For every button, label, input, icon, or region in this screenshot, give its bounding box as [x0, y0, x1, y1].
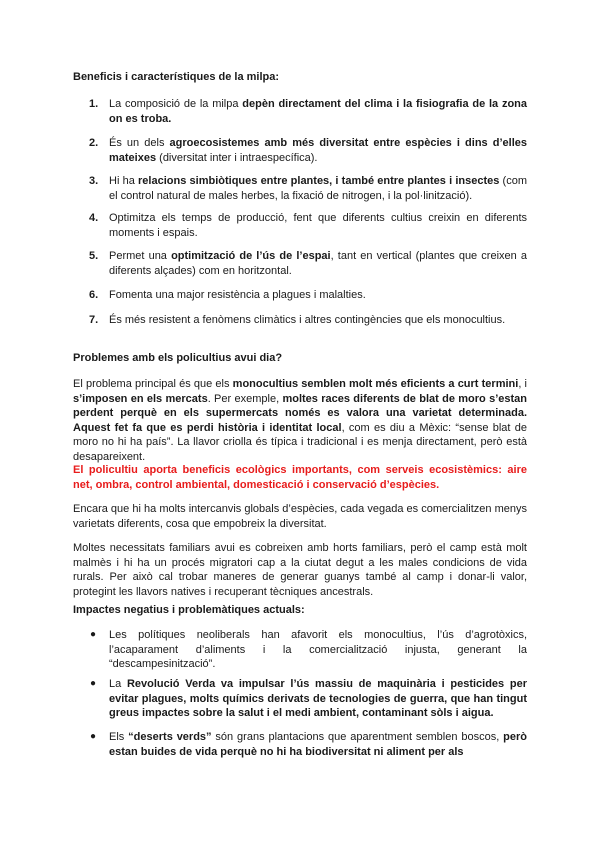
paragraph-highlight-red: El policultiu aporta beneficis ecològics importants, com serveis ecosistèmics: aire net, ombra, control ambiental, domesticació i conservació d’espècies.	[73, 464, 527, 491]
list-item-1	[109, 97, 527, 126]
text-run: Els	[109, 731, 129, 743]
bullet: ●	[90, 678, 97, 689]
bold-text-run: “deserts verds”	[128, 731, 212, 743]
bold-text-run: relacions simbiòtiques entre plantes, i també entre plantes i insectes	[138, 175, 500, 187]
text-run: La	[109, 678, 127, 690]
bullet-item-3	[109, 730, 527, 759]
text-run: són grans plantacions que aparentment semblen boscos,	[211, 731, 504, 743]
list-number: 3.	[89, 175, 99, 187]
section-heading-milpa: Beneficis i característiques de la milpa:	[73, 71, 280, 83]
text-run: , tant en vertical (plantes que creixen a diferents alçades) com en horitzontal.	[109, 250, 527, 277]
text-run: Les polítiques neoliberals han afavorit els monocultius, l’ús d’agrotòxics, l’acaparament d’aliments i la comercialització injusta, generant la “descampesinització”.	[109, 629, 527, 670]
bold-text-run: s’imposen en els mercats	[73, 392, 208, 405]
list-item-3	[109, 174, 527, 203]
text-run: , com es diu a Mèxic: “sense blat de moro no hi ha país”. La llavor criolla és típica i tradicional i es menja directament, però està desapareixent.	[73, 421, 528, 463]
list-item-7	[109, 313, 527, 328]
text-run: . Per exemple,	[207, 392, 283, 405]
list-number: 6.	[89, 289, 99, 301]
bullet: ●	[90, 731, 97, 742]
list-number: 1.	[89, 98, 99, 110]
text-run: (diversitat inter i intraespecífica).	[156, 151, 318, 164]
bold-text-run: agroecosistemes amb més diversitat entre espècies i dins d’elles mateixes	[109, 137, 527, 164]
text-run: (com el control natural de males herbes, la fixació de nitrogen, i la pol·linització).	[109, 175, 527, 202]
list-number: 5.	[89, 250, 99, 262]
list-item-6	[109, 288, 527, 303]
bullet-item-2	[109, 677, 527, 721]
bullet: ●	[90, 629, 97, 640]
paragraph-necessitats: Moltes necessitats familiars avui es cobreixen amb horts familiars, però el camp està molt malmès i hi ha un procés migratori cap a la ciutat degut a les males condicions de vida rurals. Per això cal trobar maneres de generar guanys també al camp i donar-li valor, protegint les llavors natives i recuperant tècniques ancestrals.	[73, 542, 527, 598]
paragraph-problema-principal	[73, 377, 527, 464]
list-item-5	[109, 249, 527, 278]
section-heading-problemes: Problemes amb els policultius avui dia?	[73, 352, 283, 364]
bold-text-run: moltes races diferents de blat de moro s’estan perdent perquè en els supermercats només es valora una varietat determinada. Aquest fet fa que es perdi història i identitat local	[73, 392, 527, 434]
bold-text-run: Revolució Verda va impulsar l’ús massiu de maquinària i pesticides per evitar plagues, molts químics derivats de tecnologies de guerra, que han tingut greus impactes sobre la salut i el medi ambient, contaminant sòls i aigua.	[109, 678, 527, 719]
text-run: Fomenta una major resistència a plagues i malalties.	[109, 289, 366, 301]
text-run: Optimitza els temps de producció, fent que diferents cultius creixin en diferents moments i espais.	[109, 212, 527, 239]
bold-text-run: monocultius semblen molt més eficients a curt termini	[232, 378, 519, 390]
list-number: 2.	[89, 137, 99, 149]
bold-text-run: però estan buides de vida perquè no hi ha biodiversitat ni aliment per als	[109, 731, 527, 758]
bold-text-run: optimització de l’ús de l’espai	[171, 250, 331, 262]
text-run: Permet una	[109, 250, 172, 262]
list-item-4	[109, 211, 527, 240]
bold-text-run: depèn directament del clima i la fisiografia de la zona on es troba.	[109, 98, 527, 125]
text-run: La composició de la milpa	[109, 98, 243, 110]
paragraph-intercanvis: Encara que hi ha molts intercanvis globals d’espècies, cada vegada es comercialitzen menys varietats diferents, cosa que empobreix la diversitat.	[73, 503, 527, 530]
text-run: Hi ha	[109, 175, 139, 187]
section-heading-impactes: Impactes negatius i problemàtiques actuals:	[73, 604, 305, 616]
text-run: El problema principal és que els	[73, 378, 233, 390]
text-run: És un dels	[109, 137, 170, 149]
list-number: 4.	[89, 212, 99, 224]
bullet-item-1	[109, 628, 527, 672]
text-run: , i	[518, 378, 527, 390]
text-run: És més resistent a fenòmens climàtics i altres contingències que els monocultius.	[109, 314, 506, 326]
list-item-2	[109, 136, 527, 165]
list-number: 7.	[89, 314, 99, 326]
